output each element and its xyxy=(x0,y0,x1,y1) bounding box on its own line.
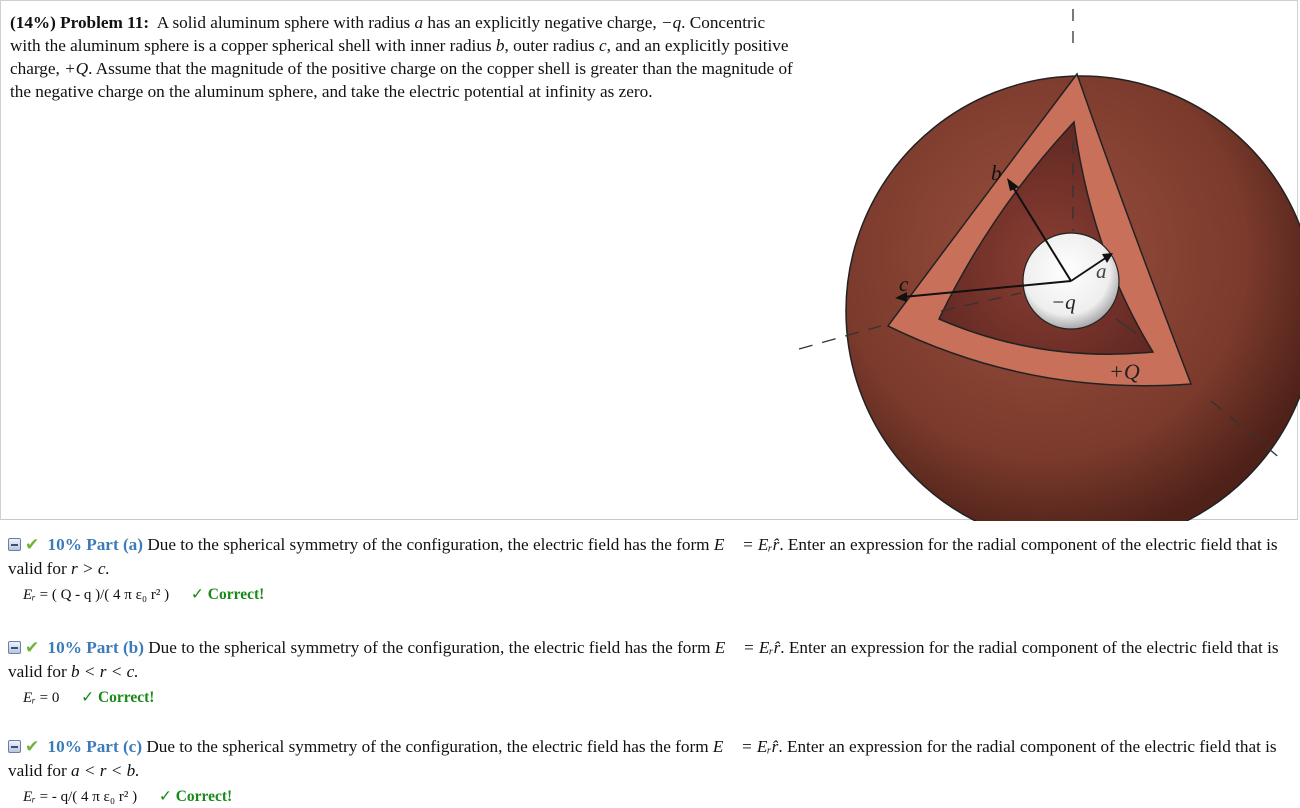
answer-variable: Eᵣ xyxy=(23,690,36,706)
problem-statement xyxy=(10,11,800,103)
statement-text: . Concentric with the aluminum sphere is a copper spherical shell with inner radius xyxy=(10,13,766,55)
label-a: a xyxy=(1096,259,1107,283)
status-badge: ✓ Correct! xyxy=(81,688,155,706)
field-form: E⃗ = Eᵣr̂ xyxy=(713,535,780,554)
part-b-answer xyxy=(23,688,154,707)
part-a-condition: r > c. xyxy=(71,559,110,578)
part-a-answer xyxy=(23,585,264,604)
symbol-a: a xyxy=(414,13,424,32)
answer-variable: Eᵣ xyxy=(23,789,36,805)
statement-text: A solid aluminum sphere with radius xyxy=(156,13,411,32)
status-text: Correct! xyxy=(97,689,155,706)
collapse-toggle-icon[interactable] xyxy=(8,641,21,654)
part-a-prompt-2: . Enter an expression for the radial component of the electric field that is valid for xyxy=(8,535,1278,578)
collapse-toggle-icon[interactable] xyxy=(8,740,21,753)
part-c-prompt: Due to the spherical symmetry of the configuration, the electric field has the form xyxy=(146,737,709,756)
part-b-weight: 10% xyxy=(47,638,82,657)
status-text: Correct! xyxy=(175,788,233,805)
statement-text: , and an explicitly positive charge, xyxy=(10,36,789,78)
answer-expression: = 0 xyxy=(35,690,60,706)
field-form: E⃗ = Eᵣr̂ xyxy=(712,737,779,756)
answer-expression: = ( Q - q )/( 4 π ε₀ r² ) xyxy=(35,587,170,603)
problem-title: Problem 11: xyxy=(60,13,150,32)
part-a-title: Part (a) xyxy=(86,535,144,554)
label-b: b xyxy=(991,161,1002,185)
label-c: c xyxy=(899,272,909,296)
symbol-pos-q: +Q xyxy=(64,59,89,78)
part-b-condition: b < r < c. xyxy=(71,662,139,681)
part-c-prompt-2: . Enter an expression for the radial component of the electric field that is valid for xyxy=(8,737,1277,780)
part-a-weight: 10% xyxy=(47,535,82,554)
status-badge: ✓ Correct! xyxy=(158,787,233,805)
status-text: Correct! xyxy=(207,586,265,603)
symbol-b: b xyxy=(495,36,505,55)
problem-weight: (14%) xyxy=(10,13,56,32)
symbol-neg-q: −q xyxy=(660,13,682,32)
statement-text: . Assume that the magnitude of the positive charge on the copper shell is greater than the magnitude of the negative charge on the aluminum sphere, and take the electric potential at infinity as zero. xyxy=(10,59,793,101)
part-b-prompt-2: . Enter an expression for the radial component of the electric field that is valid for xyxy=(8,638,1279,681)
part-a xyxy=(8,533,1296,580)
sphere-figure xyxy=(791,1,1300,521)
part-b-title: Part (b) xyxy=(86,638,144,657)
label-neg-q: −q xyxy=(1051,290,1076,314)
part-c-answer xyxy=(23,787,232,806)
sphere-diagram xyxy=(791,1,1300,521)
status-badge: ✓ Correct! xyxy=(190,585,265,603)
part-c xyxy=(8,735,1296,782)
part-b xyxy=(8,636,1296,683)
part-c-condition: a < r < b. xyxy=(71,761,140,780)
check-icon: ✔ xyxy=(25,737,40,757)
statement-text: has an explicitly negative charge, xyxy=(427,13,657,32)
field-form: E⃗ = Eᵣr̂ xyxy=(714,638,781,657)
part-b-prompt: Due to the spherical symmetry of the configuration, the electric field has the form xyxy=(148,638,711,657)
answer-variable: Eᵣ xyxy=(23,587,36,603)
collapse-toggle-icon[interactable] xyxy=(8,538,21,551)
part-a-prompt: Due to the spherical symmetry of the configuration, the electric field has the form xyxy=(147,535,710,554)
label-pos-q: +Q xyxy=(1109,359,1140,384)
check-icon: ✔ xyxy=(25,535,40,555)
statement-text: , outer radius xyxy=(504,36,595,55)
symbol-c: c xyxy=(599,36,607,55)
part-c-title: Part (c) xyxy=(86,737,143,756)
part-c-weight: 10% xyxy=(47,737,82,756)
answer-expression: = - q/( 4 π ε₀ r² ) xyxy=(35,789,138,805)
check-icon: ✔ xyxy=(25,638,40,658)
